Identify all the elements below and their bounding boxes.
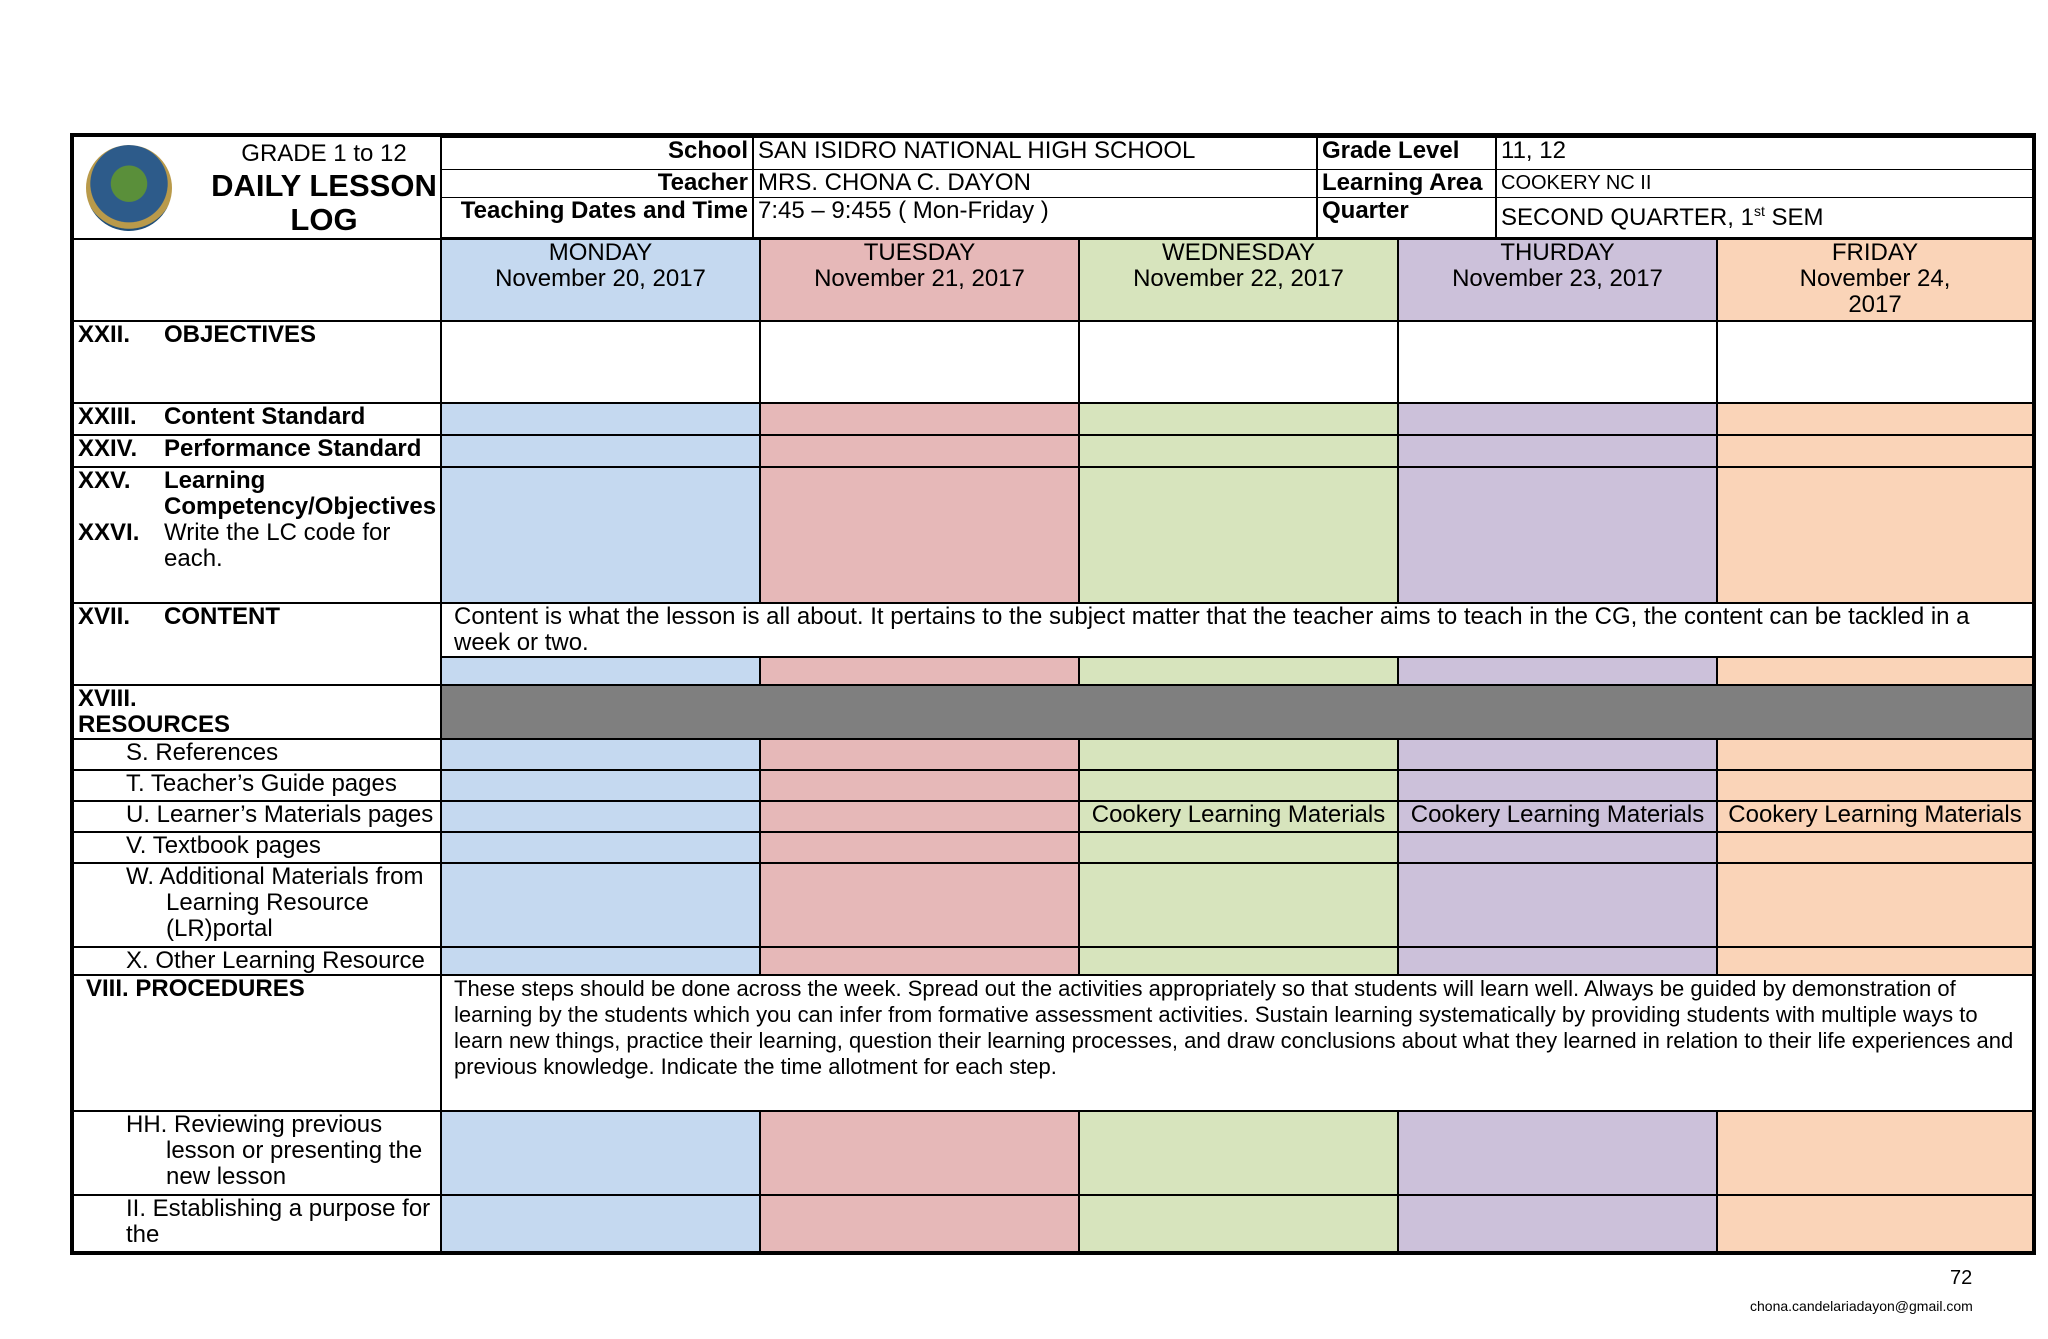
cell-am-fri [1717,863,2034,947]
cell-lm-fri: Cookery Learning Materials [1717,801,2034,832]
cell-lc-tue [760,467,1079,603]
title-cell [72,135,441,239]
cell-or-wed [1079,947,1398,975]
cell-or-fri [1717,947,2034,975]
cell-ref-tue [760,739,1079,770]
day-header-friday: FRIDAY November 24, 2017 [1717,239,2034,321]
school-label: School [442,138,753,170]
cell-objectives-fri [1717,321,2034,403]
author-email: chona.candelariadayon@gmail.com [1750,1298,1973,1314]
cell-cs-fri [1717,403,2034,435]
cell-am-mon [441,863,760,947]
row-label-references: S. References [72,739,441,770]
cell-lc-fri [1717,467,2034,603]
cell-objectives-wed [1079,321,1398,403]
document-title: DAILY LESSON LOG [211,168,437,237]
row-label-teachers-guide: T. Teacher’s Guide pages [72,770,441,801]
cell-cs-mon [441,403,760,435]
cell-tg-fri [1717,770,2034,801]
resources-band [441,685,2034,739]
cell-objectives-mon [441,321,760,403]
cell-ep-fri [1717,1195,2034,1253]
cell-objectives-tue [760,321,1079,403]
page-number: 72 [1950,1267,1973,1289]
cell-rv-wed [1079,1111,1398,1195]
row-label-learners-materials: U. Learner’s Materials pages [72,801,441,832]
grade-level-label: Grade Level [1317,138,1496,170]
cell-rv-thu [1398,1111,1717,1195]
cell-tb-fri [1717,832,2034,863]
grade-level-value: 11, 12 [1496,138,2032,170]
school-value: SAN ISIDRO NATIONAL HIGH SCHOOL [753,138,1317,170]
cell-content-fri [1717,657,2034,685]
cell-ps-tue [760,435,1079,467]
cell-lc-mon [441,467,760,603]
cell-rv-tue [760,1111,1079,1195]
day-header-tuesday: TUESDAY November 21, 2017 [760,239,1079,321]
row-label-performance-standard: XXIV. Performance Standard [72,435,441,467]
cell-tb-mon [441,832,760,863]
dates-label: Teaching Dates and Time [442,198,753,238]
cell-am-wed [1079,863,1398,947]
cell-lm-tue [760,801,1079,832]
cell-or-mon [441,947,760,975]
daily-lesson-log-table [70,133,2036,1255]
cell-ep-thu [1398,1195,1717,1253]
cell-rv-mon [441,1111,760,1195]
cell-lc-wed [1079,467,1398,603]
procedures-description: These steps should be done across the week. Spread out the activities appropriately so that students will learn well. Always be guided by demonstration of learning by the students which you can infer from formative assessment activities. Sustain learning systematically by providing students with multiple ways to learn new things, practice their learning, question their learning processes, and draw conclusions about what they learned in relation to their life experiences and previous knowledge. Indicate the time allotment for each step. [441,975,2034,1111]
teacher-label: Teacher [442,170,753,198]
cell-tb-tue [760,832,1079,863]
cell-ps-thu [1398,435,1717,467]
learning-area-value: COOKERY NC II [1496,170,2032,198]
day-header-blank [72,239,441,321]
teacher-value: MRS. CHONA C. DAYON [753,170,1317,198]
learning-area-label: Learning Area [1317,170,1496,198]
cell-tg-tue [760,770,1079,801]
row-label-other-resource: X. Other Learning Resource [72,947,441,975]
cell-content-wed [1079,657,1398,685]
cell-or-tue [760,947,1079,975]
quarter-label: Quarter [1317,198,1496,238]
cell-ps-mon [441,435,760,467]
cell-lc-thu [1398,467,1717,603]
row-label-content: XVII. CONTENT [72,603,441,685]
cell-lm-thu: Cookery Learning Materials [1398,801,1717,832]
cell-am-thu [1398,863,1717,947]
row-label-additional-materials: W. Additional Materials from Learning Resource (LR)portal [72,863,441,947]
cell-ep-tue [760,1195,1079,1253]
cell-ep-mon [441,1195,760,1253]
cell-tb-thu [1398,832,1717,863]
cell-ps-wed [1079,435,1398,467]
school-info-cell [441,135,2034,239]
deped-seal-icon [86,145,172,231]
row-label-competency: XXV. Learning Competency/Objectives XXVI. Write the LC code for each. [72,467,441,603]
cell-tg-wed [1079,770,1398,801]
cell-tg-thu [1398,770,1717,801]
cell-ref-mon [441,739,760,770]
quarter-value: SECOND QUARTER, 1st SEM [1496,198,2032,238]
cell-tb-wed [1079,832,1398,863]
row-label-textbook: V. Textbook pages [72,832,441,863]
cell-content-thu [1398,657,1717,685]
cell-or-thu [1398,947,1717,975]
day-header-monday: MONDAY November 20, 2017 [441,239,760,321]
row-label-procedures: VIII. PROCEDURES [72,975,441,1111]
day-header-wednesday: WEDNESDAY November 22, 2017 [1079,239,1398,321]
cell-am-tue [760,863,1079,947]
row-label-objectives: XXII. OBJECTIVES [72,321,441,403]
cell-ep-wed [1079,1195,1398,1253]
content-description: Content is what the lesson is all about. It pertains to the subject matter that the teacher aims to teach in the CG, the content can be tackled in a week or two. [441,603,2034,657]
dates-value: 7:45 – 9:455 ( Mon-Friday ) [753,198,1317,238]
cell-rv-fri [1717,1111,2034,1195]
cell-cs-tue [760,403,1079,435]
row-label-establishing: II. Establishing a purpose for the [72,1195,441,1253]
day-header-thursday: THURDAY November 23, 2017 [1398,239,1717,321]
cell-cs-thu [1398,403,1717,435]
cell-cs-wed [1079,403,1398,435]
cell-tg-mon [441,770,760,801]
cell-content-mon [441,657,760,685]
row-label-reviewing: HH. Reviewing previous lesson or presenting the new lesson [72,1111,441,1195]
cell-objectives-thu [1398,321,1717,403]
row-label-content-standard: XXIII. Content Standard [72,403,441,435]
grade-range: GRADE 1 to 12 [241,140,407,167]
cell-ps-fri [1717,435,2034,467]
cell-content-tue [760,657,1079,685]
cell-lm-wed: Cookery Learning Materials [1079,801,1398,832]
row-label-learning-resources: XVIII. RESOURCES [72,685,441,739]
cell-lm-mon [441,801,760,832]
cell-ref-thu [1398,739,1717,770]
cell-ref-fri [1717,739,2034,770]
cell-ref-wed [1079,739,1398,770]
